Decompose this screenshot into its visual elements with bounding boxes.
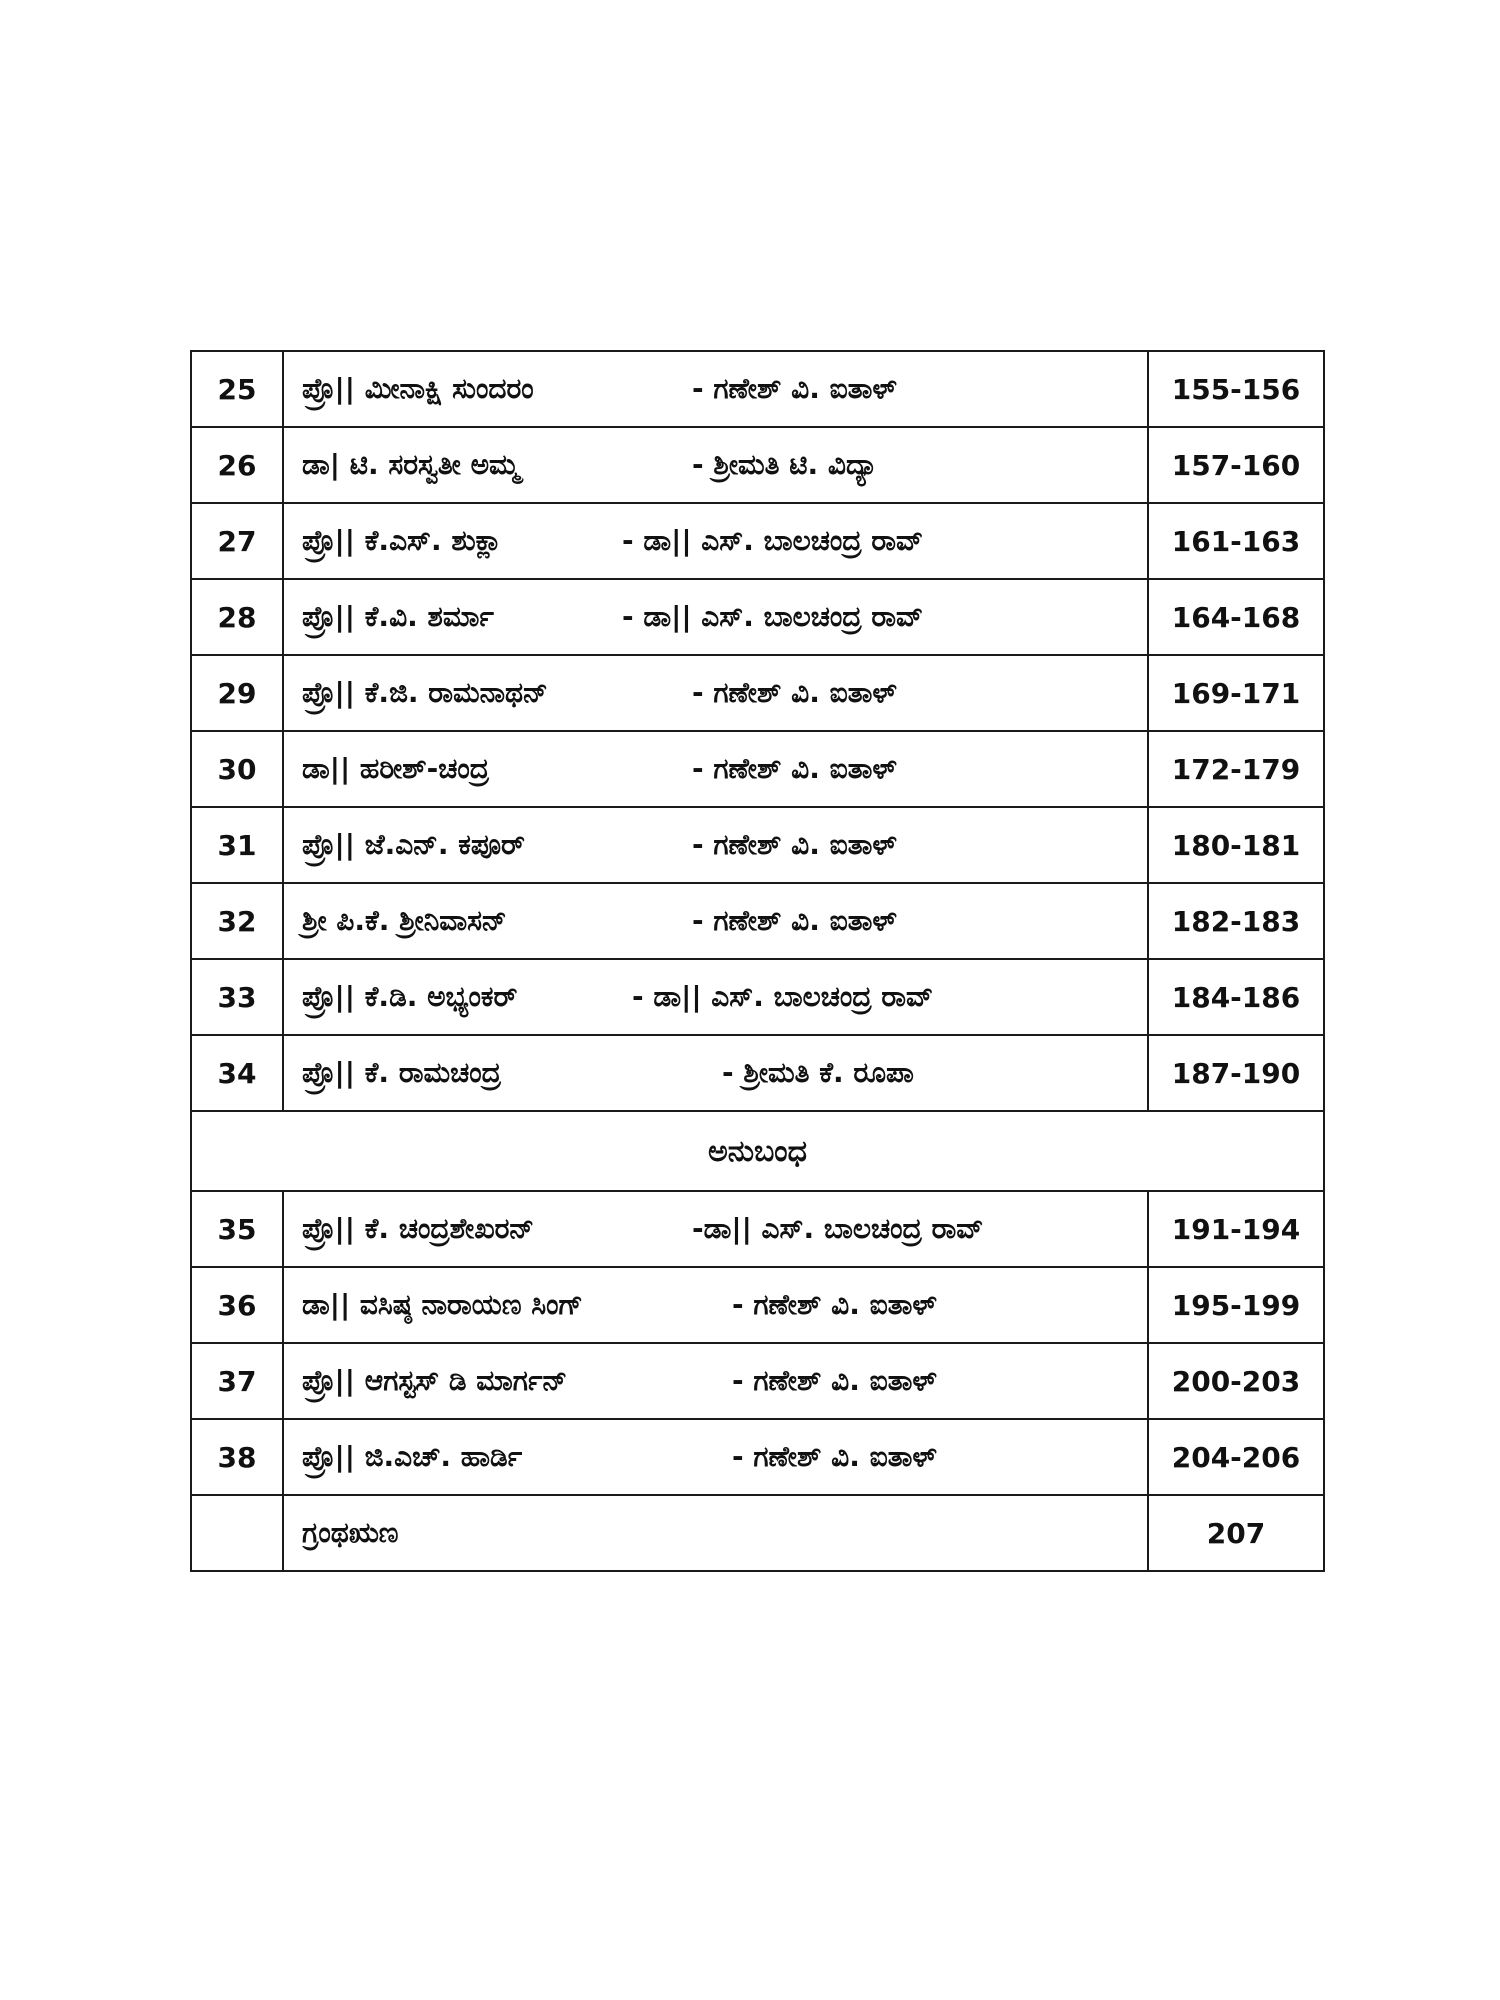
entry-author: - ಗಣೇಶ್ ವಿ. ಐತಾಳ್ (692, 752, 897, 785)
entry-pages: 157-160 (1148, 427, 1324, 503)
entry-author: - ಶ್ರೀಮತಿ ಟಿ. ವಿದ್ಯಾ (692, 448, 878, 481)
entry-pages: 180-181 (1148, 807, 1324, 883)
entry-pages: 164-168 (1148, 579, 1324, 655)
table-row (191, 807, 1324, 883)
entry-pages: 155-156 (1148, 351, 1324, 427)
entry-number: 37 (191, 1343, 283, 1419)
entry-text (283, 351, 1148, 427)
entry-text (283, 579, 1148, 655)
entry-name: ಪ್ರೊ|| ಜೆ.ಎನ್. ಕಪೂರ್ (302, 828, 525, 861)
entry-number: 36 (191, 1267, 283, 1343)
entry-name: ಪ್ರೊ|| ಕೆ.ವಿ. ಶರ್ಮಾ (302, 600, 494, 633)
entry-number: 38 (191, 1419, 283, 1495)
entry-number: 29 (191, 655, 283, 731)
entry-text (283, 427, 1148, 503)
entry-pages: 172-179 (1148, 731, 1324, 807)
bibliography-row (191, 1495, 1324, 1571)
bibliography-label: ಗ್ರಂಥಋಣ (283, 1495, 1148, 1571)
entry-name: ಪ್ರೊ|| ಕೆ.ಎಸ್. ಶುಕ್ಲಾ (302, 524, 502, 557)
entry-pages: 161-163 (1148, 503, 1324, 579)
entry-name: ಪ್ರೊ|| ಕೆ. ಚಂದ್ರಶೇಖರನ್ (302, 1212, 535, 1245)
entry-name: ಪ್ರೊ|| ಕೆ.ಜಿ. ರಾಮನಾಥನ್ (302, 676, 548, 709)
entry-name: ಪ್ರೊ|| ಕೆ. ರಾಮಚಂದ್ರ (302, 1056, 501, 1089)
entry-author: - ಗಣೇಶ್ ವಿ. ಐತಾಳ್ (692, 372, 897, 405)
entry-author: - ಗಣೇಶ್ ವಿ. ಐತಾಳ್ (732, 1364, 937, 1397)
entry-number: 25 (191, 351, 283, 427)
entry-text (283, 1191, 1148, 1267)
entry-number: 31 (191, 807, 283, 883)
contents-table-body (191, 351, 1324, 1571)
entry-name: ಪ್ರೊ|| ಆಗಸ್ಟಸ್ ಡಿ ಮಾರ್ಗನ್ (302, 1364, 568, 1397)
entry-name: ಪ್ರೊ|| ಕೆ.ಡಿ. ಅಭ್ಯಂಕರ್ (302, 980, 518, 1013)
entry-text (283, 883, 1148, 959)
entry-author: - ಗಣೇಶ್ ವಿ. ಐತಾಳ್ (732, 1288, 937, 1321)
entry-name: ಡಾ| ಟಿ. ಸರಸ್ವತೀ ಅಮ್ಮ (302, 448, 520, 481)
entry-number: 27 (191, 503, 283, 579)
entry-text (283, 807, 1148, 883)
entry-name: ಪ್ರೊ|| ಜಿ.ಎಚ್. ಹಾರ್ಡಿ (302, 1440, 523, 1473)
table-row (191, 579, 1324, 655)
entry-name: ಶ್ರೀ ಪಿ.ಕೆ. ಶ್ರೀನಿವಾಸನ್ (302, 904, 507, 937)
table-row (191, 351, 1324, 427)
entry-number: 34 (191, 1035, 283, 1111)
entry-pages: 169-171 (1148, 655, 1324, 731)
entry-pages: 182-183 (1148, 883, 1324, 959)
entry-pages: 184-186 (1148, 959, 1324, 1035)
entry-name: ಡಾ|| ಹರೀಶ್-ಚಂದ್ರ (302, 752, 490, 785)
entry-author: - ಡಾ|| ಎಸ್. ಬಾಲಚಂದ್ರ ರಾವ್ (632, 980, 934, 1013)
table-row (191, 1191, 1324, 1267)
entry-text (283, 1267, 1148, 1343)
entry-text (283, 1343, 1148, 1419)
entry-text (283, 655, 1148, 731)
table-row (191, 731, 1324, 807)
table-row (191, 655, 1324, 731)
entry-name: ಡಾ|| ವಸಿಷ್ಠ ನಾರಾಯಣ ಸಿಂಗ್ (302, 1288, 583, 1321)
entry-pages: 195-199 (1148, 1267, 1324, 1343)
appendix-heading-row (191, 1111, 1324, 1191)
bibliography-pages: 207 (1148, 1495, 1324, 1571)
empty-number-cell (191, 1495, 283, 1571)
entry-pages: 200-203 (1148, 1343, 1324, 1419)
entry-author: - ಡಾ|| ಎಸ್. ಬಾಲಚಂದ್ರ ರಾವ್ (622, 524, 924, 557)
table-row (191, 1267, 1324, 1343)
entry-number: 33 (191, 959, 283, 1035)
entry-text (283, 731, 1148, 807)
table-row (191, 1035, 1324, 1111)
entry-author: - ಗಣೇಶ್ ವಿ. ಐತಾಳ್ (692, 904, 897, 937)
entry-author: - ಶ್ರೀಮತಿ ಕೆ. ರೂಪಾ (722, 1056, 914, 1089)
table-row (191, 1419, 1324, 1495)
entry-author: - ಡಾ|| ಎಸ್. ಬಾಲಚಂದ್ರ ರಾವ್ (622, 600, 924, 633)
entry-pages: 187-190 (1148, 1035, 1324, 1111)
entry-number: 32 (191, 883, 283, 959)
table-row (191, 1343, 1324, 1419)
entry-name: ಪ್ರೊ|| ಮೀನಾಕ್ಷಿ ಸುಂದರಂ (302, 372, 534, 405)
entry-author: - ಗಣೇಶ್ ವಿ. ಐತಾಳ್ (732, 1440, 937, 1473)
entry-number: 28 (191, 579, 283, 655)
entry-text (283, 1035, 1148, 1111)
entry-author: -ಡಾ|| ಎಸ್. ಬಾಲಚಂದ್ರ ರಾವ್ (692, 1212, 984, 1245)
contents-table (190, 350, 1325, 1572)
entry-author: - ಗಣೇಶ್ ವಿ. ಐತಾಳ್ (692, 828, 897, 861)
entry-pages: 204-206 (1148, 1419, 1324, 1495)
entry-pages: 191-194 (1148, 1191, 1324, 1267)
entry-text (283, 1419, 1148, 1495)
table-row (191, 959, 1324, 1035)
entry-text (283, 503, 1148, 579)
appendix-heading: ಅನುಬಂಧ (191, 1111, 1324, 1191)
entry-number: 35 (191, 1191, 283, 1267)
entry-number: 26 (191, 427, 283, 503)
table-row (191, 503, 1324, 579)
entry-number: 30 (191, 731, 283, 807)
table-row (191, 883, 1324, 959)
entry-text (283, 959, 1148, 1035)
table-row (191, 427, 1324, 503)
entry-author: - ಗಣೇಶ್ ವಿ. ಐತಾಳ್ (692, 676, 897, 709)
